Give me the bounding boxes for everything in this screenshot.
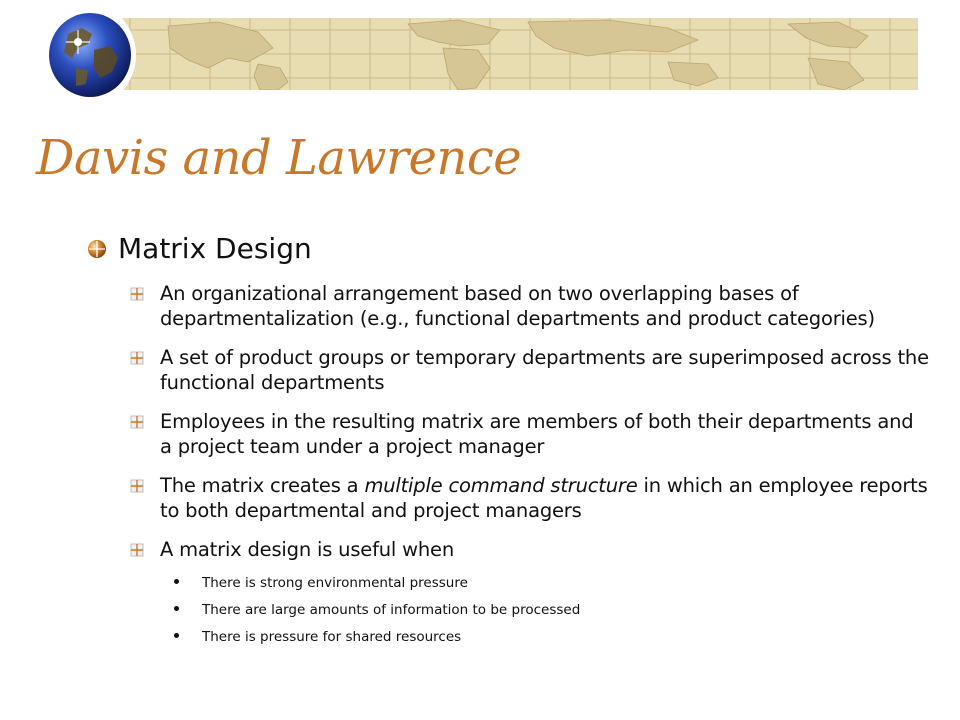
point-text-before: The matrix creates a xyxy=(160,474,365,497)
sub-list-item xyxy=(160,626,930,646)
point-text xyxy=(160,473,930,523)
list-item xyxy=(130,537,930,646)
square-bullet-icon xyxy=(130,543,144,557)
subpoint-text: There is strong environmental pressure xyxy=(202,575,468,591)
point-text-emphasis: multiple command structure xyxy=(364,474,638,497)
logo-container xyxy=(18,0,136,110)
point-text-after: in which an employee reports to both departmental and project managers xyxy=(160,474,928,522)
list-item xyxy=(130,345,930,395)
point-text: Employees in the resulting matrix are members of both their departments and a project team under a project manager xyxy=(160,410,914,458)
world-map-graphic xyxy=(108,18,918,90)
square-bullet-icon xyxy=(130,415,144,429)
list-item xyxy=(130,409,930,459)
sub-list-item xyxy=(160,599,930,619)
heading-item xyxy=(86,232,312,265)
dot-bullet-icon xyxy=(174,579,179,584)
point-text: A set of product groups or temporary departments are superimposed across the functional departments xyxy=(160,346,929,394)
subpoint-list xyxy=(160,572,930,646)
header-map-banner xyxy=(108,18,918,90)
dot-bullet-icon xyxy=(174,606,179,611)
subpoint-text: There are large amounts of information to be processed xyxy=(202,602,581,618)
point-text: A matrix design is useful when xyxy=(160,538,454,561)
globe-icon xyxy=(48,12,132,98)
subpoint-text: There is pressure for shared resources xyxy=(202,629,462,645)
dot-bullet-icon xyxy=(174,633,179,638)
square-bullet-icon xyxy=(130,287,144,301)
square-bullet-icon xyxy=(130,351,144,365)
orb-bullet-icon xyxy=(86,238,108,260)
point-list xyxy=(130,281,930,660)
list-item xyxy=(130,281,930,331)
heading-text: Matrix Design xyxy=(118,232,312,265)
slide-title: Davis and Lawrence xyxy=(36,130,522,186)
point-text: An organizational arrangement based on two overlapping bases of departmentalization (e.g., functional departments and product categories) xyxy=(160,282,875,330)
list-item xyxy=(130,473,930,523)
sub-list-item xyxy=(160,572,930,592)
square-bullet-icon xyxy=(130,479,144,493)
